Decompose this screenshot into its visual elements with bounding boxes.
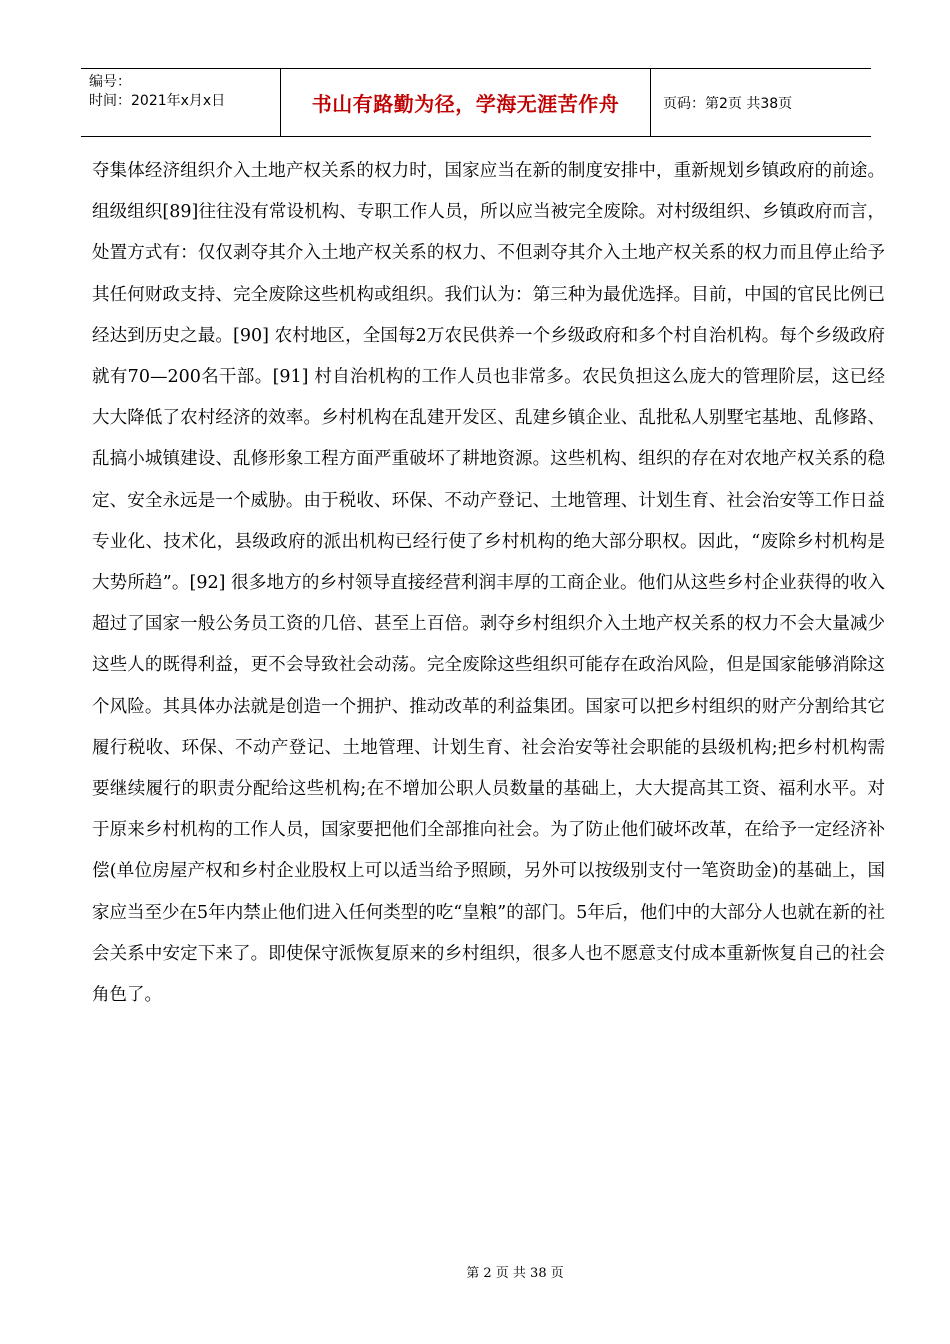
header-page-cell xyxy=(651,69,871,136)
doc-number-label: 编号： xyxy=(89,74,131,90)
date-label: 时间：2021年x月x日 xyxy=(89,93,226,109)
header-page-label: 页码：第2页 共38页 xyxy=(663,95,793,112)
header-info-cell xyxy=(81,69,281,136)
header-motto-cell xyxy=(281,69,651,136)
motto-text: 书山有路勤为径，学海无涯苦作舟 xyxy=(311,92,620,116)
body-paragraph: 夺集体经济组织介入土地产权关系的权力时，国家应当在新的制度安排中，重新规划乡镇政府的前途。组级组织[89]往往没有常设机构、专职工作人员，所以应当被完全废除。对村级组织、乡镇政府而言，处置方式有：仅仅剥夺其介入土地产权关系的权力、不但剥夺其介入土地产权关系的权力而且停止给予其任何财政支持、完全废除这些机构或组织。我们认为：第三种为最优选择。目前，中国的官民比例已经达到历史之最。[90] 农村地区，全国每2万农民供养一个乡级政府和多个村自治机构。每个乡级政府就有70—200名干部。[91] 村自治机构的工作人员也非常多。农民负担这么庞大的管理阶层，这已经大大降低了农村经济的效率。乡村机构在乱建开发区、乱建乡镇企业、乱批私人别墅宅基地、乱修路、乱搞小城镇建设、乱修形象工程方面严重破坏了耕地资源。这些机构、组织的存在对农地产权关系的稳定、安全永远是一个威胁。由于税收、环保、不动产登记、土地管理、计划生育、社会治安等工作日益专业化、技术化，县级政府的派出机构已经行使了乡村机构的绝大部分职权。因此，“废除乡村机构是大势所趋”。[92] 很多地方的乡村领导直接经营利润丰厚的工商企业。他们从这些乡村企业获得的收入超过了国家一般公务员工资的几倍、甚至上百倍。剥夺乡村组织介入土地产权关系的权力不会大量减少这些人的既得利益，更不会导致社会动荡。完全废除这些组织可能存在政治风险，但是国家能够消除这个风险。其具体办法就是创造一个拥护、推动改革的利益集团。国家可以把乡村组织的财产分割给其它履行税收、环保、不动产登记、土地管理、计划生育、社会治安等社会职能的县级机构;把乡村机构需要继续履行的职责分配给这些机构;在不增加公职人员数量的基础上，大大提高其工资、福利水平。对于原来乡村机构的工作人员，国家要把他们全部推向社会。为了防止他们破坏改革，在给予一定经济补偿(单位房屋产权和乡村企业股权上可以适当给予照顾，另外可以按级别支付一笔资助金)的基础上，国家应当至少在5年内禁止他们进入任何类型的吃“皇粮”的部门。5年后，他们中的大部分人也就在新的社会关系中安定下来了。即使保守派恢复原来的乡村组织，很多人也不愿意支付成本重新恢复自己的社会角色了。 xyxy=(92,161,885,1006)
page-header xyxy=(81,68,871,137)
page-footer xyxy=(0,1262,950,1281)
footer-page-indicator: 第 2 页 共 38 页 xyxy=(466,1266,564,1281)
